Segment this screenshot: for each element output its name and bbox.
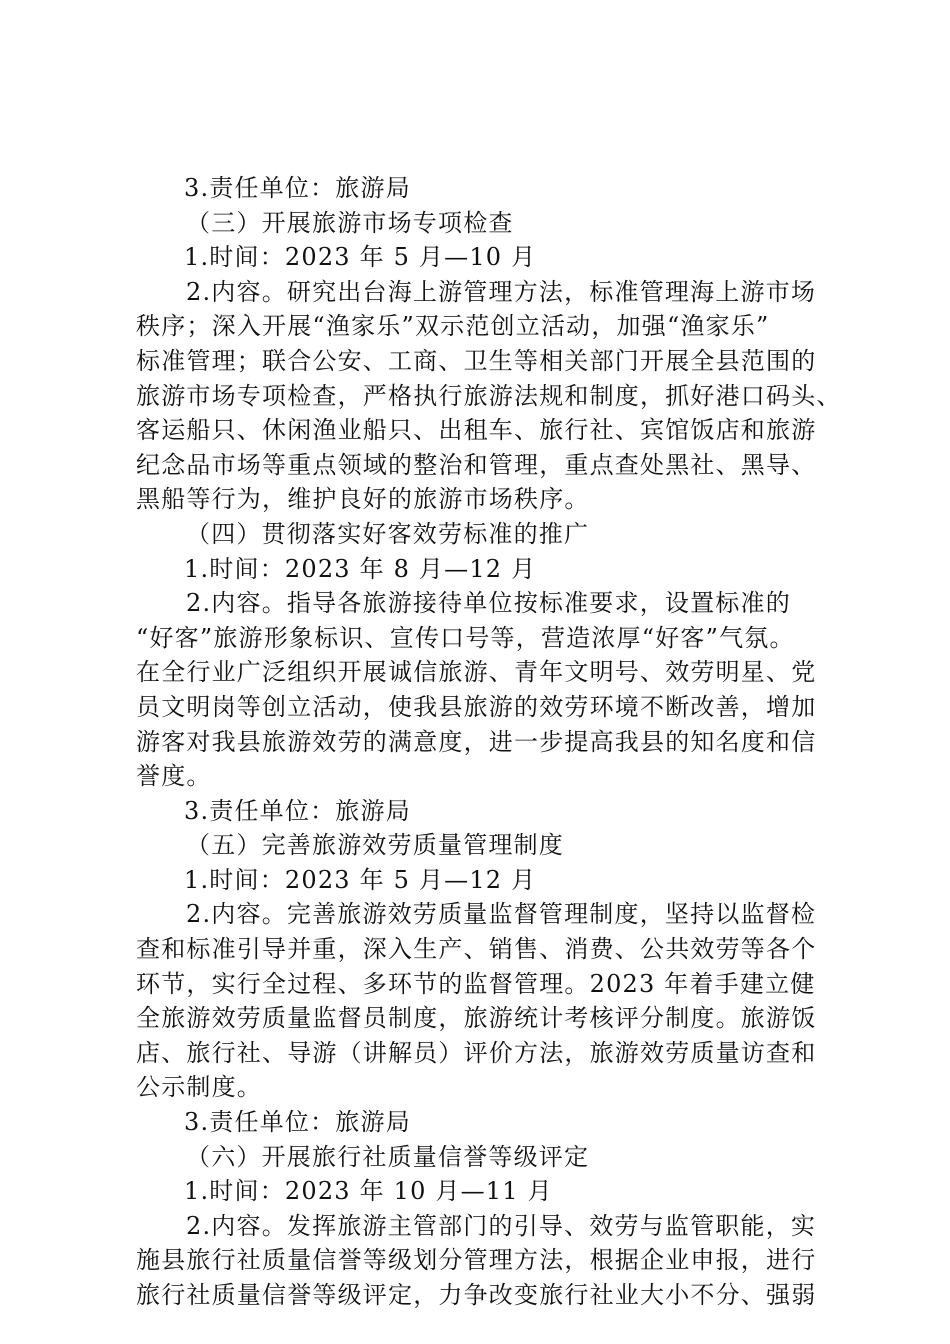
content-paragraph-line: 施县旅行社质量信誉等级划分管理方法，根据企业申报，进行 [136, 1246, 817, 1275]
time-line: 1.时间：2023 年 5 月—10 月 [184, 243, 537, 272]
content-paragraph-line: 游客对我县旅游效劳的满意度，进一步提高我县的知名度和信 [136, 727, 817, 756]
section-heading-4: （四）贯彻落实好客效劳标准的推广 [186, 519, 590, 548]
responsible-unit-line: 3.责任单位：旅游局 [184, 1108, 411, 1137]
content-paragraph-line: 旅行社质量信誉等级评定，力争改变旅行社业大小不分、强弱 [136, 1281, 817, 1309]
time-line: 1.时间：2023 年 8 月—12 月 [184, 554, 537, 583]
content-paragraph-line: 全旅游效劳质量监督员制度，旅游统计考核评分制度。旅游饭 [136, 1004, 817, 1033]
responsible-unit-line: 3.责任单位：旅游局 [184, 174, 411, 202]
content-paragraph-line: 黑船等行为，维护良好的旅游市场秩序。 [136, 485, 590, 514]
section-heading-5: （五）完善旅游效劳质量管理制度 [186, 831, 564, 860]
content-paragraph-line: 员文明岗等创立活动，使我县旅游的效劳环境不断改善，增加 [136, 692, 817, 721]
section-heading-6: （六）开展旅行社质量信誉等级评定 [186, 1142, 590, 1171]
content-paragraph-line: 在全行业广泛组织开展诚信旅游、青年文明号、效劳明星、党 [136, 658, 817, 687]
content-paragraph-line: 2.内容。发挥旅游主管部门的引导、效劳与监管职能，实 [186, 1211, 817, 1240]
content-paragraph-line: 店、旅行社、导游（讲解员）评价方法，旅游效劳质量访查和 [136, 1038, 817, 1067]
content-paragraph-line: 标准管理；联合公安、工商、卫生等相关部门开展全县范围的 [136, 346, 817, 375]
content-paragraph-line: 2.内容。指导各旅游接待单位按标准要求，设置标准的 [186, 589, 791, 618]
content-paragraph-line: 2.内容。研究出台海上游管理方法，标准管理海上游市场 [186, 277, 817, 306]
content-paragraph-line: 秩序；深入开展“渔家乐”双示范创立活动，加强“渔家乐” [136, 312, 770, 341]
content-paragraph-line: 2.内容。完善旅游效劳质量监督管理制度，坚持以监督检 [186, 900, 817, 929]
content-paragraph-line: 旅游市场专项检查，严格执行旅游法规和制度，抓好港口码头、 [136, 381, 842, 410]
content-paragraph-line: 环节，实行全过程、多环节的监督管理。2023 年着手建立健 [136, 969, 816, 998]
content-paragraph-line: 纪念品市场等重点领域的整治和管理，重点查处黑社、黑导、 [136, 450, 817, 479]
content-paragraph-line: 查和标准引导并重，深入生产、销售、消费、公共效劳等各个 [136, 935, 817, 964]
time-line: 1.时间：2023 年 5 月—12 月 [184, 865, 537, 894]
time-line: 1.时间：2023 年 10 月—11 月 [184, 1177, 553, 1206]
document-body [0, 171, 950, 1313]
content-paragraph-line: 誉度。 [136, 762, 212, 791]
section-heading-3: （三）开展旅游市场专项检查 [186, 208, 514, 237]
content-paragraph-line: 公示制度。 [136, 1073, 262, 1102]
responsible-unit-line: 3.责任单位：旅游局 [184, 796, 411, 825]
content-paragraph-line: “好客”旅游形象标识、宣传口号等，营造浓厚“好客”气氛。 [136, 623, 795, 652]
content-paragraph-line: 客运船只、休闲渔业船只、出租车、旅行社、宾馆饭店和旅游 [136, 416, 817, 445]
